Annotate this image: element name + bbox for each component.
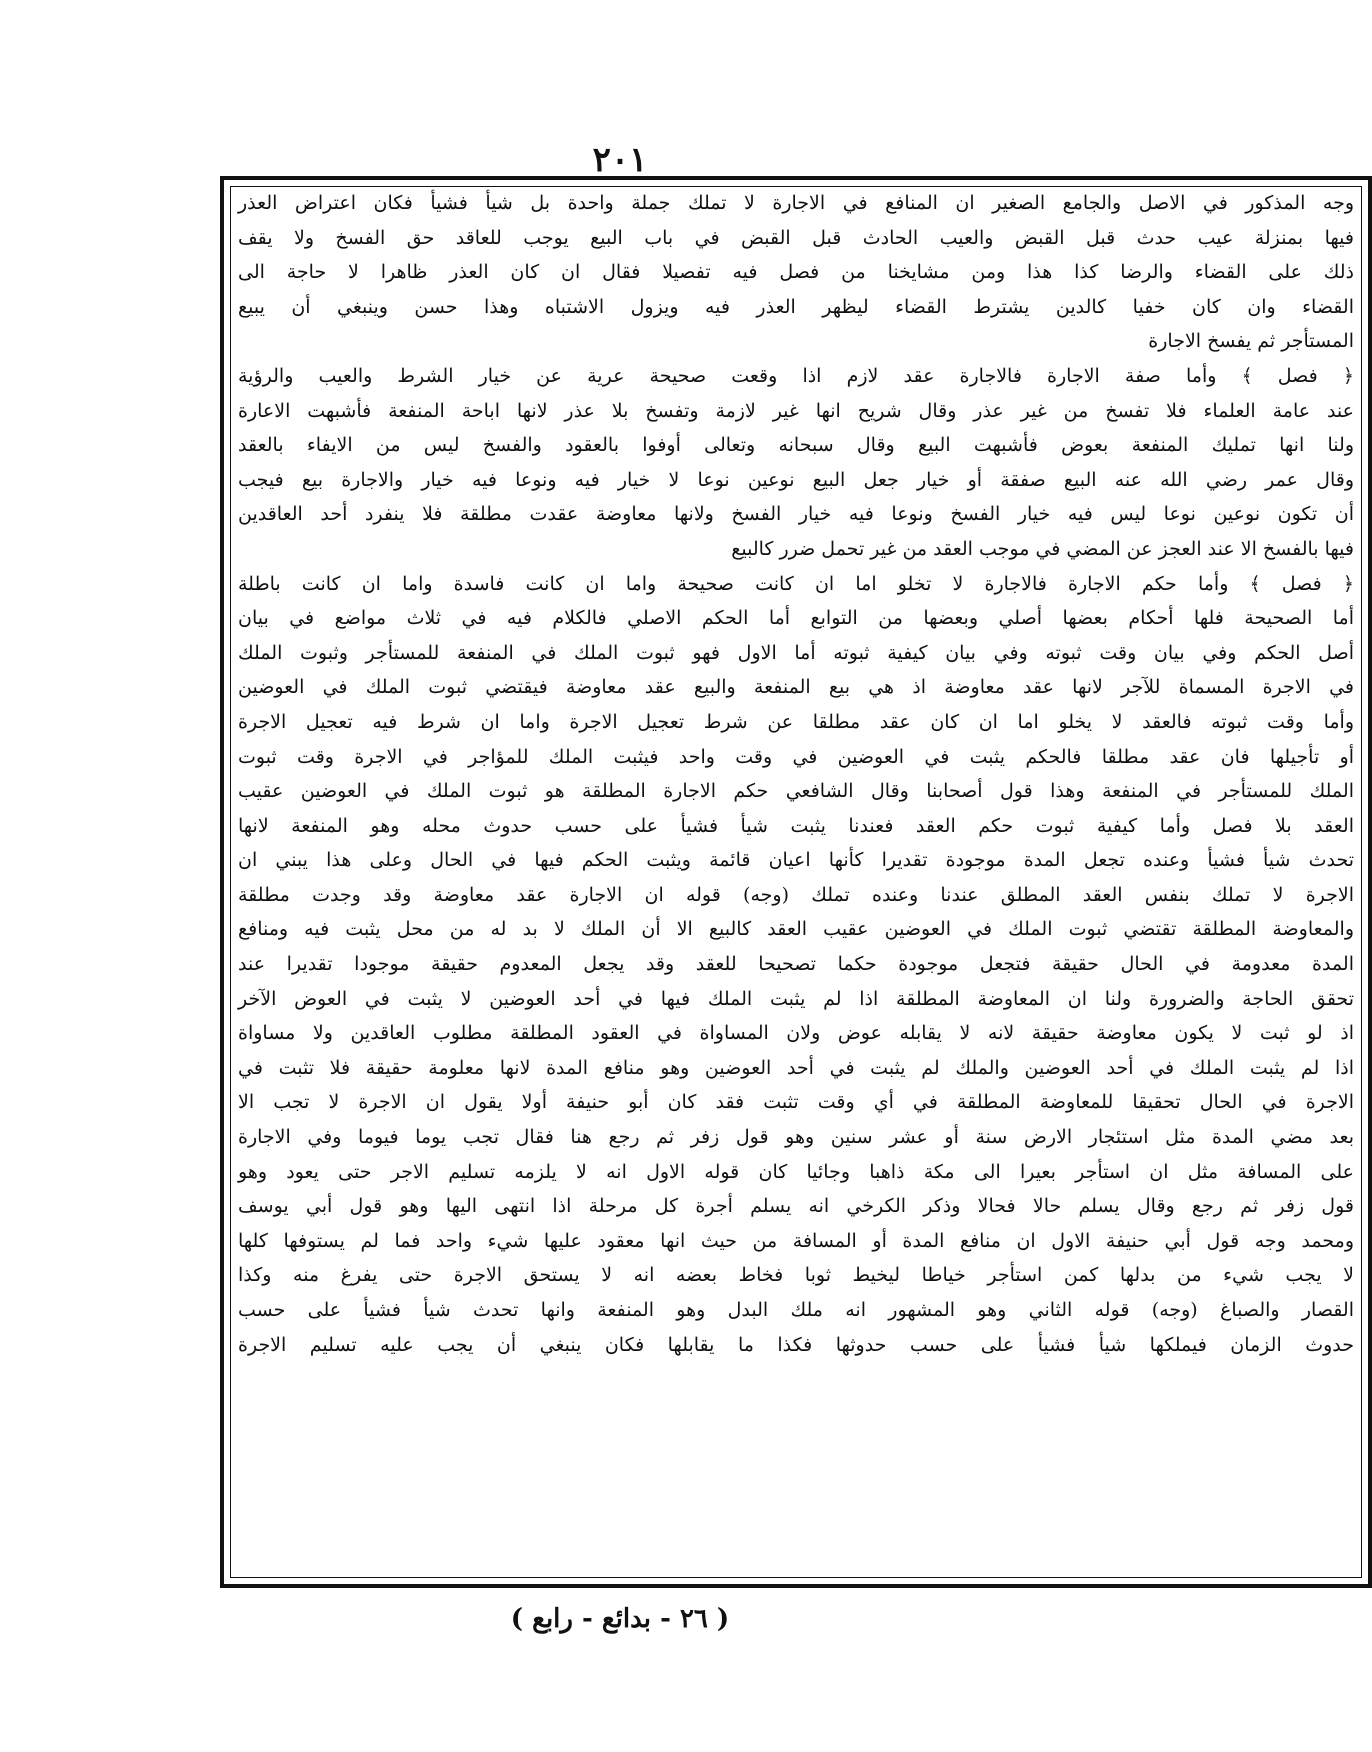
text-line: تحدث شيأ فشيأ وعنده تجعل المدة موجودة تقديرا كأنها اعيان قائمة ويثبت الحكم فيها في الحال وعلى هذا يبني ان [238,849,1354,872]
text-line: أما الصحيحة فلها أحكام بعضها أصلي وبعضها من التوابع أما الحكم الاصلي فالكلام فيه في ثلاث مواضع في بيان [238,607,1354,630]
page-number: ٢٠١ [592,140,648,180]
text-line: في الاجرة المسماة للآجر لانها عقد معاوضة اذ هي بيع المنفعة والبيع عقد معاوضة فيقتضي ثبوت الملك في العوضين [238,676,1354,699]
text-line: لا يجب شيء من بدلها كمن استأجر خياطا ليخيط ثوبا فخاط بعضه انه لا يستحق الاجرة حتى يفرغ منه وكذا [238,1264,1354,1287]
text-line: الاجرة لا تملك بنفس العقد المطلق عندنا وعنده تملك (وجه) قوله ان الاجارة عقد معاوضة وقد وجدت مطلقة [238,883,1354,906]
text-line: وجه المذكور في الاصل والجامع الصغير ان المنافع في الاجارة لا تملك جملة واحدة بل شيأ فشيأ فكان اعتراض العذر [238,192,1354,214]
text-line: ذلك على القضاء والرضا كذا هذا ومن مشايخنا من فصل فيه تفصيلا فقال ان كان العذر ظاهرا لا حاجة الى [238,261,1354,284]
text-line: ولنا انها تمليك المنفعة بعوض فأشبهت البيع وقال سبحانه وتعالى أوفوا بالعقود والفسخ ليس من الايفاء بالعقد [238,434,1354,457]
footer-signature: ( ٢٦ - بدائع - رابع ) [510,1604,730,1634]
text-line: أن تكون نوعين نوعا ليس فيه خيار الفسخ ونوعا فيه خيار الفسخ ولانها معاوضة عقدت مطلقة فلا ينفرد أحد العاقدين [238,503,1354,526]
text-line: الملك للمستأجر في المنفعة وهذا قول أصحابنا وقال الشافعي حكم الاجارة المطلقة هو ثبوت الملك في العوضين عقيب [238,780,1354,803]
text-line: تحقق الحاجة والضرورة ولنا ان المعاوضة المطلقة اذا لم يثبت الملك فيها في أحد العوضين لا يثبت في العوض الآخر [238,987,1354,1010]
text-line: اذا لم يثبت الملك في أحد العوضين والملك لم يثبت في أحد العوضين وهو منافع المدة لانها معلومة حقيقة فلا تثبت في [238,1056,1354,1079]
text-line: أو تأجيلها فان عقد مطلقا فالحكم يثبت في العوضين في وقت واحد فيثبت الملك للمؤاجر في الاجرة وقت ثبوت [238,745,1354,768]
text-line: على المسافة مثل ان استأجر بعيرا الى مكة ذاهبا وجائيا كان قوله الاول انه لا يلزمه تسليم الاجر حتى يعود وهو [238,1160,1354,1183]
text-line: ومحمد وجه قول أبي حنيفة الاول ان منافع المدة أو المسافة من حيث انها معقود عليها شيء واحد فما لم يستوفها كلها [238,1229,1354,1252]
text-line: عند عامة العلماء فلا تفسخ من غير عذر وقال شريح انها غير لازمة وتفسخ بلا عذر لانها اباحة المنفعة فأشبهت الاعارة [238,399,1354,422]
text-line: المستأجر ثم يفسخ الاجارة [1148,330,1354,353]
text-line: ﴿ فصل ﴾ وأما حكم الاجارة فالاجارة لا تخلو اما ان كانت صحيحة واما ان كانت فاسدة واما ان كانت باطلة [238,572,1354,595]
text-line: القضاء وان كان خفيا كالدين يشترط القضاء ليظهر العذر فيه ويزول الاشتباه وهذا حسن وينبغي أن يبيع [238,295,1354,318]
text-line: وأما وقت ثبوته فالعقد لا يخلو اما ان كان عقد مطلقا عن شرط تعجيل الاجرة واما ان شرط فيه تعجيل الاجرة [238,710,1354,733]
text-line: ﴿ فصل ﴾ وأما صفة الاجارة فالاجارة عقد لازم اذا وقعت صحيحة عرية عن خيار الشرط والعيب والرؤية [238,364,1354,387]
text-line: حدوث الزمان فيملكها شيأ فشيأ على حسب حدوثها فكذا ما يقابلها فكان ينبغي أن يجب عليه تسليم الاجرة [238,1333,1354,1356]
text-line: العقد بلا فصل وأما كيفية ثبوت حكم العقد فعندنا يثبت شيأ فشيأ على حسب حدوث محله وهو المنفعة لانها [238,814,1354,837]
text-line: المدة معدومة في الحال حقيقة فتجعل موجودة حكما تصحيحا للعقد وقد يجعل المعدوم حقيقة موجودا تقديرا عند [238,953,1354,976]
main-text [232,186,1360,1578]
text-line: والمعاوضة المطلقة تقتضي ثبوت الملك في العوضين عقيب العقد كالبيع الا أن الملك لا بد له من محل يثبت فيه ومنافع [238,918,1354,941]
text-line: الاجرة في الحال تحقيقا للمعاوضة المطلقة في أي وقت تثبت فقد كان أبو حنيفة أولا يقول ان الاجرة لا تجب الا [238,1091,1354,1114]
text-line: اذ لو ثبت لا يكون معاوضة حقيقة لانه لا يقابله عوض ولان المساواة في العقود المطلقة مطلوب العاقدين ولا مساواة [238,1022,1354,1045]
text-line: أصل الحكم وفي بيان وقت ثبوته وفي بيان كيفية ثبوته أما الاول فهو ثبوت الملك في المنفعة للمستأجر وثبوت الملك [238,641,1354,664]
text-line: فيها بمنزلة عيب حدث قبل القبض والعيب الحادث قبل القبض في باب البيع يوجب للعاقد حق الفسخ ولا يقف [238,226,1354,249]
text-line: فيها بالفسخ الا عند العجز عن المضي في موجب العقد من غير تحمل ضرر كالبيع [731,537,1354,560]
text-line: بعد مضي المدة مثل استئجار الارض سنة أو عشر سنين وهو قول زفر ثم رجع هنا فقال تجب يوما فيوما وفي الاجارة [238,1126,1354,1149]
text-line: وقال عمر رضي الله عنه البيع صفقة أو خيار جعل البيع نوعين نوعا لا خيار فيه ونوعا فيه خيار والاجارة بيع فيجب [238,468,1354,491]
text-line: القصار والصباغ (وجه) قوله الثاني وهو المشهور انه ملك البدل وهو المنفعة وانها تحدث شيأ فشيأ على حسب [238,1299,1354,1321]
text-line: قول زفر ثم رجع وقال يسلم حالا فحالا وذكر الكرخي انه يسلم أجرة كل مرحلة اذا انتهى اليها وهو قول أبي يوسف [238,1195,1354,1218]
